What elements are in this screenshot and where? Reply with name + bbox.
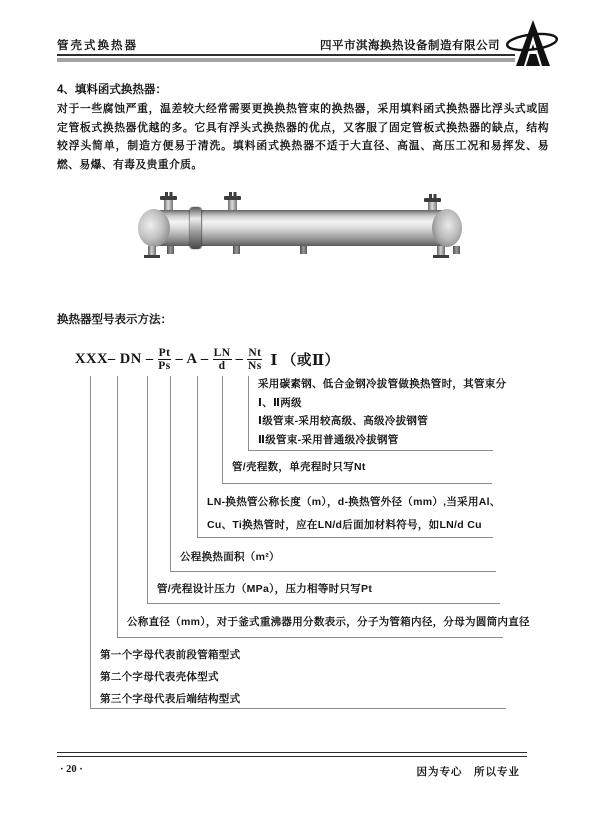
section-body: 对于一些腐蚀严重，温差较大经常需要更换换热管束的换热器，采用填料函式换热器比浮头式或固定管板式换热器优越的多。它具有浮头式换热器的优点，又客服了固定管板式换热器的缺点，结构较浮头简单，制造方便易于清洗。填料函式换热器不适于大直径、高温、高压工况和易挥发、易燃、易爆、有毒及贵重介质。 [57, 103, 549, 171]
vessel-bottom-nozzle-icon [148, 246, 156, 255]
formula-fraction-pass: $\frac{Nt}{Ns}$ [248, 346, 262, 372]
formula-mid1: – A – [175, 350, 209, 367]
formula-suffix: Ⅰ （或Ⅱ） [270, 352, 340, 369]
annotation-tube-length: LN-换热管公称长度（m），d-换热管外径（mm）,当采用Al、 Cu、Ti换热管时，应在LN/d后面加材料符号，如LN/d Cu [207, 496, 501, 531]
bracket-base-4 [170, 571, 496, 572]
vessel-left-head [138, 209, 170, 247]
annotation-design-pressure: 管/壳程设计压力（MPa），压力相等时只写Pt [157, 583, 373, 595]
section-heading: 4、填料函式换热器： [57, 84, 167, 96]
vessel-leg-icon [300, 246, 307, 254]
header-rule-dark [57, 54, 515, 56]
model-formula [75, 344, 340, 374]
bracket-stem-6 [222, 376, 223, 483]
footer-rule [57, 752, 527, 757]
model-method-heading: 换热器型号表示方法： [57, 314, 172, 326]
vessel-right-head [432, 209, 462, 247]
annotation-heat-area: 公程换热面积（m²） [180, 551, 280, 563]
bracket-stem-3 [147, 376, 148, 603]
bracket-base-7 [248, 450, 493, 451]
bracket-base-6 [222, 483, 492, 484]
vessel-bottom-nozzle-icon [437, 246, 445, 255]
bracket-stem-4 [170, 376, 171, 571]
doc-title: 管壳式换热器 [57, 40, 138, 52]
bracket-stem-5 [197, 376, 198, 537]
formula-fraction-length: $\frac{LN}{d}$ [213, 346, 231, 372]
heat-exchanger-image [140, 194, 460, 260]
bracket-base-5 [197, 537, 493, 538]
formula-mid2: – [235, 350, 244, 367]
bracket-base-2 [117, 637, 503, 638]
formula-prefix: XXX– DN – [75, 350, 154, 367]
vessel-leg-icon [167, 246, 174, 254]
annotation-nominal-diameter: 公称直径（mm），对于釜式重沸器用分数表示，分子为管箱内径，分母为圆筒内直径 [127, 616, 530, 628]
bracket-stem-7 [248, 376, 249, 450]
vessel-shell [140, 210, 460, 246]
footer-slogan: 因为专心 所以专业 [416, 766, 520, 778]
annotation-pass-count: 管/壳程数，单壳程时只写Nt [232, 461, 366, 473]
annotation-letter-codes: 第一个字母代表前段管箱型式 第二个字母代表壳体型式 第三个字母代表后端结构型式 [100, 649, 241, 705]
vessel-girth-flange [190, 207, 201, 249]
page-number: · 20 · [60, 764, 83, 775]
company-logo-icon [506, 20, 560, 75]
annotation-tube-grade: 采用碳素钢、低合金钢冷拔管做换热管时，其管束分 Ⅰ、Ⅱ两级 Ⅰ级管束-采用较高级、高级冷拔钢管 Ⅱ级管束-采用普通级冷拔钢管 [258, 378, 507, 446]
vessel-leg-icon [453, 246, 460, 254]
bracket-base-3 [147, 603, 500, 604]
bracket-stem-1 [90, 376, 91, 708]
bracket-stem-2 [117, 376, 118, 637]
header-rule-gray [57, 58, 515, 62]
formula-fraction-pressure: $\frac{Pt}{Ps}$ [158, 346, 171, 372]
vessel-leg-icon [233, 246, 240, 254]
company-name: 四平市淇海换热设备制造有限公司 [320, 40, 500, 52]
